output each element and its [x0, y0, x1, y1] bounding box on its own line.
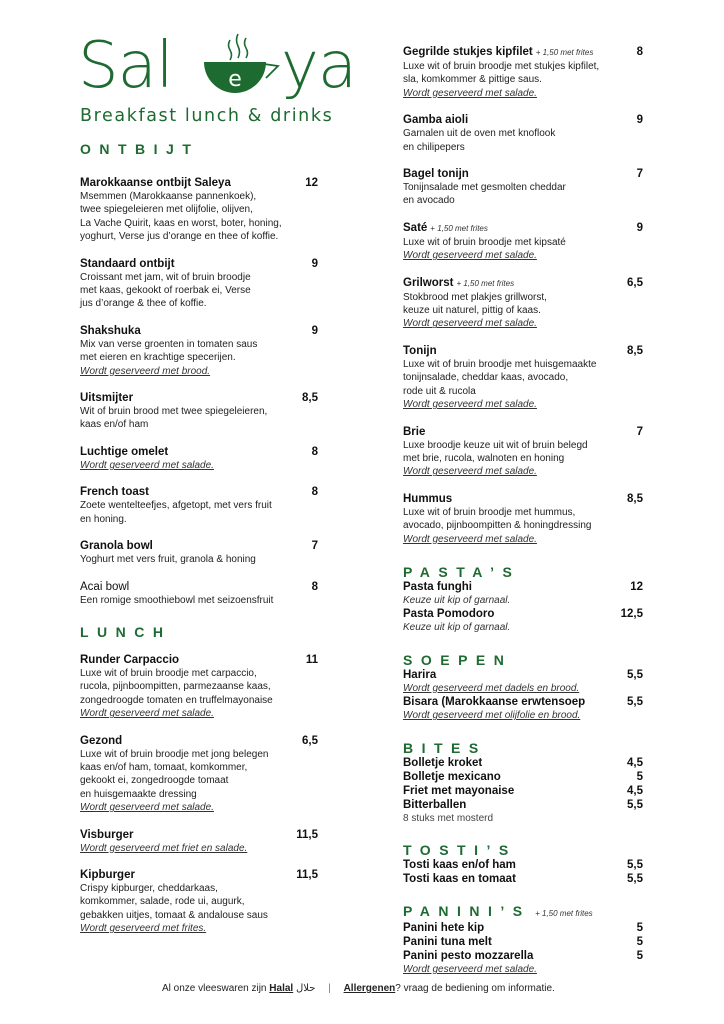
- item-price: 5: [636, 935, 643, 948]
- item-note: Wordt geserveerd met salade.: [80, 708, 214, 720]
- item-desc: rucola, pijnboompitten, parmezaanse kaas,: [80, 681, 271, 693]
- section-title-soepen: SOEPEN: [403, 651, 513, 668]
- item-note: Wordt geserveerd met frites.: [80, 923, 207, 935]
- section-title-paninis: PANINI’S: [403, 902, 531, 919]
- item-desc: avocado, pijnboompitten & honingdressing: [403, 520, 592, 532]
- item-price: 5,5: [627, 696, 643, 709]
- item-desc: Crispy kipburger, cheddarkaas,: [80, 882, 218, 894]
- item-desc: Stokbrood met plakjes grillworst,: [403, 291, 547, 303]
- item-price: 9: [311, 257, 318, 270]
- footer-separator: |: [328, 983, 331, 994]
- item-price: 11,5: [296, 868, 318, 881]
- item-desc: Luxe wit of bruin broodje met jong belegen: [80, 748, 269, 760]
- item-price: 5: [636, 949, 643, 962]
- menu-item: [80, 828, 330, 855]
- item-desc: kaas en/of ham: [80, 419, 149, 431]
- item-price: 8,5: [627, 344, 643, 357]
- item-desc: twee spiegeleieren met olijfolie, olijven,: [80, 204, 253, 216]
- item-desc: kaas en/of ham, tomaat, komkommer,: [80, 761, 248, 773]
- item-extra: + 1,50 met frites: [535, 48, 594, 57]
- item-price: 9: [636, 114, 643, 127]
- item-desc: en honing.: [80, 513, 127, 525]
- item-desc: komkommer, salade, rode ui, augurk,: [80, 896, 245, 908]
- item-name: Panini tuna melt: [403, 935, 492, 948]
- menu-item: [403, 858, 648, 872]
- menu-item: [80, 391, 330, 432]
- item-name: Tosti kaas en tomaat: [403, 872, 516, 885]
- item-desc: Wit of bruin brood met twee spiegeleieren,: [80, 406, 268, 418]
- item-name: Pasta funghi: [403, 580, 473, 593]
- item-desc: Zoete wentelteefjes, afgetopt, met vers fruit: [80, 500, 272, 512]
- menu-item: [403, 276, 648, 331]
- item-desc: Luxe wit of bruin broodje met stukjes kipfilet,: [403, 61, 600, 72]
- section-title-lunch: LUNCH: [80, 623, 172, 640]
- menu-item: [403, 784, 648, 798]
- item-name: Gamba aioli: [403, 114, 469, 127]
- menu-note: [403, 963, 648, 976]
- item-name: Visburger: [80, 828, 134, 841]
- item-note: Wordt geserveerd met salade.: [80, 459, 214, 471]
- item-note: Wordt geserveerd met salade.: [403, 399, 537, 411]
- menu-item: [403, 668, 648, 695]
- item-price: 9: [636, 221, 643, 234]
- item-price: 9: [311, 324, 318, 337]
- item-note: Wordt geserveerd met salade.: [403, 533, 537, 545]
- left-column: [80, 141, 330, 936]
- item-price: 4,5: [627, 756, 643, 769]
- halal-prefix: Al onze vleeswaren zijn: [162, 983, 267, 994]
- item-desc: met eieren en krachtige specerijen.: [80, 352, 236, 364]
- item-name: Tonijn: [403, 344, 437, 357]
- item-price: 8: [311, 580, 318, 593]
- item-note: Wordt geserveerd met salade.: [403, 963, 537, 975]
- menu-item: [403, 607, 648, 634]
- allergens-link[interactable]: Allergenen: [343, 983, 396, 994]
- item-desc: Croissant met jam, wit of bruin broodje: [80, 271, 251, 283]
- item-price: 11: [305, 653, 318, 666]
- item-price: 5,5: [627, 798, 643, 811]
- item-name: Brie: [403, 425, 426, 438]
- section-title-bites: BITES: [403, 739, 487, 756]
- item-desc: Luxe wit of bruin broodje met carpaccio,: [80, 667, 257, 679]
- item-price: 7: [311, 540, 318, 553]
- menu-item: [403, 113, 648, 154]
- item-price: 7: [636, 425, 643, 438]
- item-name: Grilworst + 1,50 met frites: [403, 276, 515, 289]
- section-title-pastas: PASTA’S: [403, 563, 521, 580]
- menu-item: [80, 445, 330, 472]
- item-desc: zongedroogde tomaten en truffelmayonaise: [80, 694, 273, 706]
- item-name: Runder Carpaccio: [80, 653, 180, 666]
- item-price: 6,5: [627, 276, 643, 289]
- item-note: Keuze uit kip of garnaal.: [403, 622, 511, 634]
- item-desc: Een romige smoothiebowl met seizoensfruit: [80, 594, 274, 606]
- item-name: Harira: [403, 668, 437, 681]
- menu-item: [403, 770, 648, 784]
- item-name: Bisara (Marokkaanse erwtensoep: [403, 696, 586, 709]
- item-price: 5: [636, 921, 643, 934]
- item-name: Bolletje mexicano: [403, 770, 501, 783]
- right-column: [403, 45, 648, 976]
- item-desc: yoghurt, Verse jus d’orange en thee of koffie.: [80, 231, 279, 243]
- section-extra: + 1,50 met frites: [535, 908, 593, 918]
- item-desc: Msemmen (Marokkaanse pannenkoek),: [80, 191, 257, 202]
- item-price: 5: [636, 770, 643, 783]
- item-note: Wordt geserveerd met brood.: [80, 365, 211, 377]
- menu-item: [403, 45, 648, 100]
- item-price: 7: [636, 168, 643, 181]
- item-price: 6,5: [302, 734, 318, 747]
- item-name: Shakshuka: [80, 324, 141, 337]
- menu-item: [80, 324, 330, 378]
- item-desc: met kaas, gekookt of roerbak ei, Verse: [80, 285, 251, 297]
- item-price: 11,5: [296, 828, 318, 841]
- coffee-cup-icon: [200, 30, 280, 106]
- item-extra: + 1,50 met frites: [430, 223, 488, 233]
- menu-item: [403, 695, 648, 722]
- item-name: Gezond: [80, 734, 123, 747]
- item-desc: tonijnsalade, cheddar kaas, avocado,: [403, 372, 569, 384]
- menu-item: [80, 176, 330, 244]
- item-desc: met brie, rucola, walnoten en honing: [403, 452, 565, 464]
- menu-item: [403, 425, 648, 479]
- item-name: Granola bowl: [80, 540, 153, 553]
- item-name: Acai bowl: [80, 580, 130, 593]
- menu-item: [403, 756, 648, 770]
- item-desc: en avocado: [403, 195, 455, 207]
- menu-item: [403, 344, 648, 412]
- item-price: 12,5: [620, 608, 643, 621]
- item-price: 8: [311, 486, 318, 499]
- item-price: 4,5: [627, 784, 643, 797]
- item-name: Friet met mayonaise: [403, 784, 515, 797]
- item-desc: en huisgemaakte dressing: [80, 788, 197, 800]
- item-price: 5,5: [627, 668, 643, 681]
- item-name: Tosti kaas en/of ham: [403, 858, 516, 871]
- item-name: Hummus: [403, 492, 453, 505]
- item-note: Wordt geserveerd met salade.: [403, 87, 537, 99]
- brand-logo: [78, 30, 368, 125]
- item-desc: Luxe wit of bruin broodje met kipsaté: [403, 236, 566, 248]
- item-note: Keuze uit kip of garnaal.: [403, 594, 511, 606]
- item-note: Wordt geserveerd met olijfolie en brood.: [403, 710, 581, 722]
- section-title-ontbijt: ONTBIJT: [80, 141, 200, 157]
- item-desc: 8 stuks met mosterd: [403, 812, 494, 824]
- item-note: Wordt geserveerd met salade.: [403, 318, 537, 330]
- item-desc: Luxe broodje keuze uit wit of bruin belegd: [403, 439, 588, 451]
- item-note: Wordt geserveerd met salade.: [403, 466, 537, 478]
- menu-item: [403, 167, 648, 208]
- item-price: 8,5: [627, 492, 643, 505]
- halal-link[interactable]: Halal: [269, 983, 294, 994]
- item-note: Wordt geserveerd met dadels en brood.: [403, 682, 580, 694]
- menu-item: [80, 257, 330, 311]
- item-desc: en chilipepers: [403, 141, 465, 153]
- item-price: 8,5: [302, 392, 318, 405]
- item-name: Panini pesto mozzarella: [403, 949, 534, 962]
- section-header-paninis: [403, 903, 648, 921]
- item-note: Wordt geserveerd met salade.: [403, 250, 537, 262]
- item-name: Pasta Pomodoro: [403, 608, 495, 621]
- menu-item: [80, 868, 330, 936]
- logo-text-right: ya: [281, 29, 357, 103]
- item-desc: La Vache Quirit, kaas en worst, boter, honing,: [80, 217, 282, 229]
- item-desc: rode uit & rucola: [403, 385, 476, 397]
- menu-item: [80, 653, 330, 721]
- svg-text:e: e: [228, 67, 242, 92]
- item-desc: Tonijnsalade met gesmolten cheddar: [403, 182, 566, 194]
- menu-item: [403, 221, 648, 263]
- menu-item: [80, 485, 330, 526]
- item-price: 12: [630, 580, 643, 593]
- menu-item: [80, 580, 330, 607]
- menu-item: [403, 580, 648, 607]
- section-title-tostis: TOSTI’S: [403, 841, 517, 858]
- item-name: Gegrilde stukjes kipfilet + 1,50 met frites: [403, 46, 594, 58]
- menu-item: [403, 935, 648, 949]
- menu-item: [403, 492, 648, 546]
- menu-item: [403, 872, 648, 886]
- item-desc: sla, komkommer & pittige saus.: [403, 74, 542, 86]
- allergens-suffix: ? vraag de bediening om informatie.: [395, 983, 555, 994]
- item-name: Standaard ontbijt: [80, 257, 175, 270]
- item-name: Saté + 1,50 met frites: [403, 221, 488, 234]
- item-name: Marokkaanse ontbijt Saleya: [80, 177, 231, 189]
- item-desc: gebakken uitjes, tomaat & andalouse saus: [80, 909, 268, 921]
- item-price: 8: [311, 445, 318, 458]
- menu-item: [403, 949, 648, 963]
- item-desc: Mix van verse groenten in tomaten saus: [80, 338, 258, 350]
- item-note: Wordt geserveerd met friet en salade.: [80, 842, 248, 854]
- item-name: Panini hete kip: [403, 921, 485, 934]
- item-name: French toast: [80, 486, 150, 499]
- logo-text-left: Sal: [78, 29, 173, 103]
- item-price: 12: [305, 177, 318, 189]
- menu-item: [403, 798, 648, 825]
- item-desc: Luxe wit of bruin broodje met huisgemaakte: [403, 358, 597, 370]
- item-name: Bolletje kroket: [403, 756, 483, 769]
- item-name: Luchtige omelet: [80, 445, 169, 458]
- item-price: 8: [636, 46, 643, 58]
- item-extra: + 1,50 met frites: [456, 278, 515, 288]
- item-price: 5,5: [627, 858, 643, 871]
- item-desc: gekookt ei, zongedroogde tomaat: [80, 775, 229, 787]
- tagline: Breakfast lunch & drinks: [80, 106, 334, 126]
- menu-item: [403, 921, 648, 935]
- item-desc: Luxe wit of bruin broodje met hummus,: [403, 506, 576, 518]
- item-desc: jus d’orange & thee of koffie.: [80, 298, 207, 310]
- item-desc: Garnalen uit de oven met knoflook: [403, 128, 556, 140]
- item-name: Bitterballen: [403, 798, 467, 811]
- item-desc: Yoghurt met vers fruit, granola & honing: [80, 554, 256, 566]
- halal-arabic: حلال: [295, 983, 316, 994]
- item-name: Bagel tonijn: [403, 168, 469, 181]
- footer: [162, 983, 555, 994]
- item-note: Wordt geserveerd met salade.: [80, 802, 214, 814]
- item-name: Kipburger: [80, 868, 135, 881]
- item-desc: keuze uit naturel, pittig of kaas.: [403, 305, 541, 317]
- menu-item: [80, 539, 330, 566]
- item-name: Uitsmijter: [80, 392, 134, 405]
- item-price: 5,5: [627, 872, 643, 885]
- menu-item: [80, 734, 330, 815]
